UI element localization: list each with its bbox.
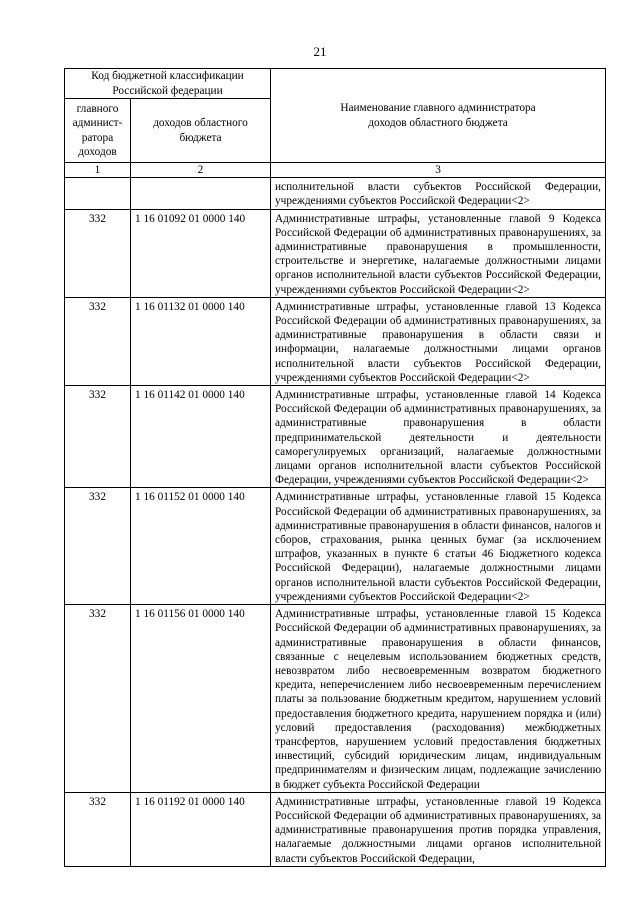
budget-code-cell: 1 16 01152 01 0000 140	[131, 488, 271, 605]
revenue-name-cell: Административные штрафы, установленные главой 9 Кодекса Российской Федерации об административных правонарушениях, за административные правонарушения в промышленности, строительстве и энергетике, налагаемые должностными лицами органов исполнительной власти субъектов Российской Федерации, учреждениями субъектов Российской Федерации<2>	[271, 209, 606, 297]
table-row	[65, 178, 606, 209]
header-name-title: Наименование главного администратора доходов областного бюджета	[340, 102, 536, 129]
table-row	[65, 297, 606, 385]
revenue-name-cell: Административные штрафы, установленные главой 15 Кодекса Российской Федерации об административных правонарушениях, за административные правонарушения в области финансов, связанные с нецелевым использованием бюджетных средств, невозвратом либо несвоевременным возвратом бюджетного кредита, неперечислением либо несвоевременным перечислением платы за пользование бюджетным кредитом, нарушением условий предоставления бюджетного кредита, нарушением порядка и (или) условий предоставления (расходования) межбюджетных трансфертов, нарушением условий предоставления бюджетных инвестиций, субсидий юридическим лицам, индивидуальным предпринимателям и физическим лицам, подлежащие зачислению в бюджет субъекта Российской Федерации	[271, 605, 606, 793]
column-number: 1	[65, 163, 131, 178]
revenue-name-cell: исполнительной власти субъектов Российской Федерации, учреждениями субъектов Российской Федерации<2>	[271, 178, 606, 209]
header-code-column	[131, 99, 271, 163]
budget-code-cell: 1 16 01156 01 0000 140	[131, 605, 271, 793]
admin-code-cell	[65, 178, 131, 209]
table-row	[65, 386, 606, 488]
admin-code-cell: 332	[65, 488, 131, 605]
column-number: 2	[131, 163, 271, 178]
budget-code-cell: 1 16 01142 01 0000 140	[131, 386, 271, 488]
revenue-name-cell: Административные штрафы, установленные главой 19 Кодекса Российской Федерации об административных правонарушениях, за административные правонарушения против порядка управления, налагаемые должностными лицами органов исполнительной власти субъектов Российской Федерации,	[271, 792, 606, 866]
admin-code-cell: 332	[65, 297, 131, 385]
column-number-row	[65, 163, 606, 178]
header-name-column	[271, 69, 606, 163]
page-number: 21	[313, 44, 327, 59]
admin-code-cell: 332	[65, 386, 131, 488]
table-row	[65, 605, 606, 793]
table-row	[65, 488, 606, 605]
header-code-title: доходов областного бюджета	[153, 117, 248, 144]
revenue-name-cell: Административные штрафы, установленные главой 15 Кодекса Российской Федерации об административных правонарушениях, за административные правонарушения в области финансов, налогов и сборов, страхования, рынка ценных бумаг (за исключением штрафов, указанных в пункте 6 статьи 46 Бюджетного кодекса Российской Федерации), налагаемые должностными лицами органов исполнительной власти субъектов Российской Федерации, учреждениями субъектов Российской Федерации<2>	[271, 488, 606, 605]
table-row	[65, 209, 606, 297]
header-admin-column: главного админист-ратора доходов	[65, 99, 131, 163]
revenue-name-cell: Административные штрафы, установленные главой 13 Кодекса Российской Федерации об административных правонарушениях, за административные правонарушения в области связи и информации, налагаемые должностными лицами органов исполнительной власти субъектов Российской Федерации, учреждениями субъектов Российской Федерации<2>	[271, 297, 606, 385]
budget-code-cell	[131, 178, 271, 209]
budget-classification-table	[64, 68, 606, 867]
budget-code-cell: 1 16 01132 01 0000 140	[131, 297, 271, 385]
admin-code-cell: 332	[65, 792, 131, 866]
header-group-title: Код бюджетной классификации Российской федерации	[65, 69, 271, 99]
admin-code-cell: 332	[65, 209, 131, 297]
table-row	[65, 792, 606, 866]
admin-code-cell: 332	[65, 605, 131, 793]
budget-code-cell: 1 16 01192 01 0000 140	[131, 792, 271, 866]
budget-code-cell: 1 16 01092 01 0000 140	[131, 209, 271, 297]
column-number: 3	[271, 163, 606, 178]
revenue-name-cell: Административные штрафы, установленные главой 14 Кодекса Российской Федерации об административных правонарушениях, за административные правонарушения в области предпринимательской деятельности и деятельности саморегулируемых организаций, налагаемые должностными лицами органов исполнительной власти субъектов Российской Федерации, учреждениями субъектов Российской Федерации<2>	[271, 386, 606, 488]
